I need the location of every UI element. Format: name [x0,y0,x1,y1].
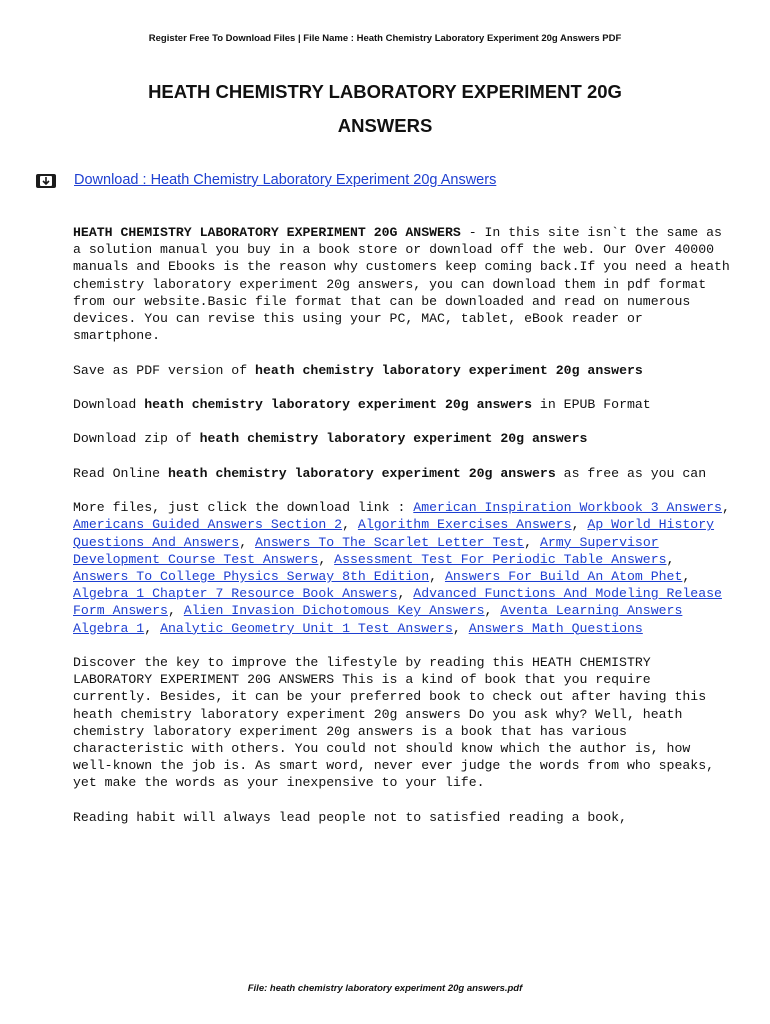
link-separator: , [144,620,161,636]
zip-text: Download zip of [73,431,200,447]
related-file-link[interactable]: Americans Guided Answers Section 2 [73,517,343,533]
link-separator: , [721,500,730,516]
save-pdf-text: Save as PDF version of [73,362,256,378]
link-separator: , [682,568,691,584]
link-separator: , [342,517,358,533]
related-file-link[interactable]: Army Supervisor Development Course Test Answers [73,534,659,567]
more-files-links [73,500,730,635]
related-file-link[interactable]: Ap World History Questions And Answers [73,517,715,550]
intro-title: HEATH CHEMISTRY LABORATORY EXPERIMENT 20G ANSWERS [73,225,461,240]
related-file-link[interactable]: Answers Math Questions [468,620,643,636]
epub-bold: heath chemistry laboratory experiment 20g answers [144,397,533,412]
link-separator: , [318,551,335,567]
epub-text-pre: Download [73,397,145,412]
title-line-1: HEATH CHEMISTRY LABORATORY EXPERIMENT 20G [148,81,622,102]
link-separator: , [397,586,414,602]
link-separator: , [571,517,588,533]
page-title [0,75,770,143]
related-file-link[interactable]: Analytic Geometry Unit 1 Test Answers [160,620,453,636]
more-files-paragraph [73,499,733,637]
link-separator: , [666,551,675,567]
save-pdf-bold: heath chemistry laboratory experiment 20g answers [255,362,643,378]
document-body [73,224,733,843]
online-bold: heath chemistry laboratory experiment 20g answers [167,465,556,481]
title-line-2: ANSWERS [337,115,433,136]
link-separator: , [484,603,501,619]
intro-paragraph [73,224,733,344]
online-paragraph [73,465,733,482]
download-link[interactable]: Download : Heath Chemistry Laboratory Experiment 20g Answers [74,172,497,188]
link-separator: , [429,568,445,584]
related-file-link[interactable]: Aventa Learning Answers Algebra 1 [73,603,683,636]
link-separator: , [239,534,256,550]
related-file-link[interactable]: Assessment Test For Periodic Table Answers [334,551,667,567]
related-file-link[interactable]: Algebra 1 Chapter 7 Resource Book Answers [73,586,398,602]
intro-text: - In this site isn`t the same as a solution manual you buy in a book store or download off the web. Our Over 40000 manuals and Ebooks is the reason why customers keep coming back.If you need a heath chemistry laboratory experiment 20g answers, you can download them in pdf format from our website.Basic file format that can be downloaded and read on numerous devices. You can revise this using your PC, MAC, tablet, eBook reader or smartphone. [73,225,730,344]
zip-bold: heath chemistry laboratory experiment 20g answers [199,431,588,447]
epub-paragraph [73,396,733,413]
page-footer: File: heath chemistry laboratory experiment 20g answers.pdf [247,983,523,994]
link-separator: , [452,620,469,636]
epub-text-post: in EPUB Format [532,397,651,412]
save-pdf-paragraph [73,362,733,379]
page-header: Register Free To Download Files | File Name : Heath Chemistry Laboratory Experiment 20g Answers PDF [148,33,622,44]
zip-paragraph [73,430,733,447]
related-file-link[interactable]: Answers For Build An Atom Phet [444,568,683,584]
reading-paragraph: Reading habit will always lead people not to satisfied reading a book, [73,809,627,825]
discover-paragraph: Discover the key to improve the lifestyle by reading this HEATH CHEMISTRY LABORATORY EXPERIMENT 20G ANSWERS This is a kind of book that you require currently. Besides, it can be your preferred book to check out after having this heath chemistry laboratory experiment 20g answers Do you ask why? Well, heath chemistry laboratory experiment 20g answers is a book that has various characteristic with others. You could not should know which the author is, how well-known the job is. As smart word, never ever judge the words from who speaks, yet make the words as your inexpensive to your life. [73,654,715,791]
related-file-link[interactable]: American Inspiration Workbook 3 Answers [413,500,722,516]
more-files-text: More files, just click the download link : [73,500,414,516]
link-separator: , [524,534,540,550]
related-file-link[interactable]: Answers To College Physics Serway 8th Edition [73,568,430,584]
download-icon[interactable] [36,174,56,188]
related-file-link[interactable]: Alien Invasion Dichotomous Key Answers [183,603,485,619]
link-separator: , [167,603,184,619]
related-file-link[interactable]: Advanced Functions And Modeling Release Form Answers [73,586,722,619]
online-text-post: as free as you can [555,465,707,481]
online-text-pre: Read Online [73,465,168,481]
related-file-link[interactable]: Algorithm Exercises Answers [357,517,572,533]
related-file-link[interactable]: Answers To The Scarlet Letter Test [255,534,525,550]
